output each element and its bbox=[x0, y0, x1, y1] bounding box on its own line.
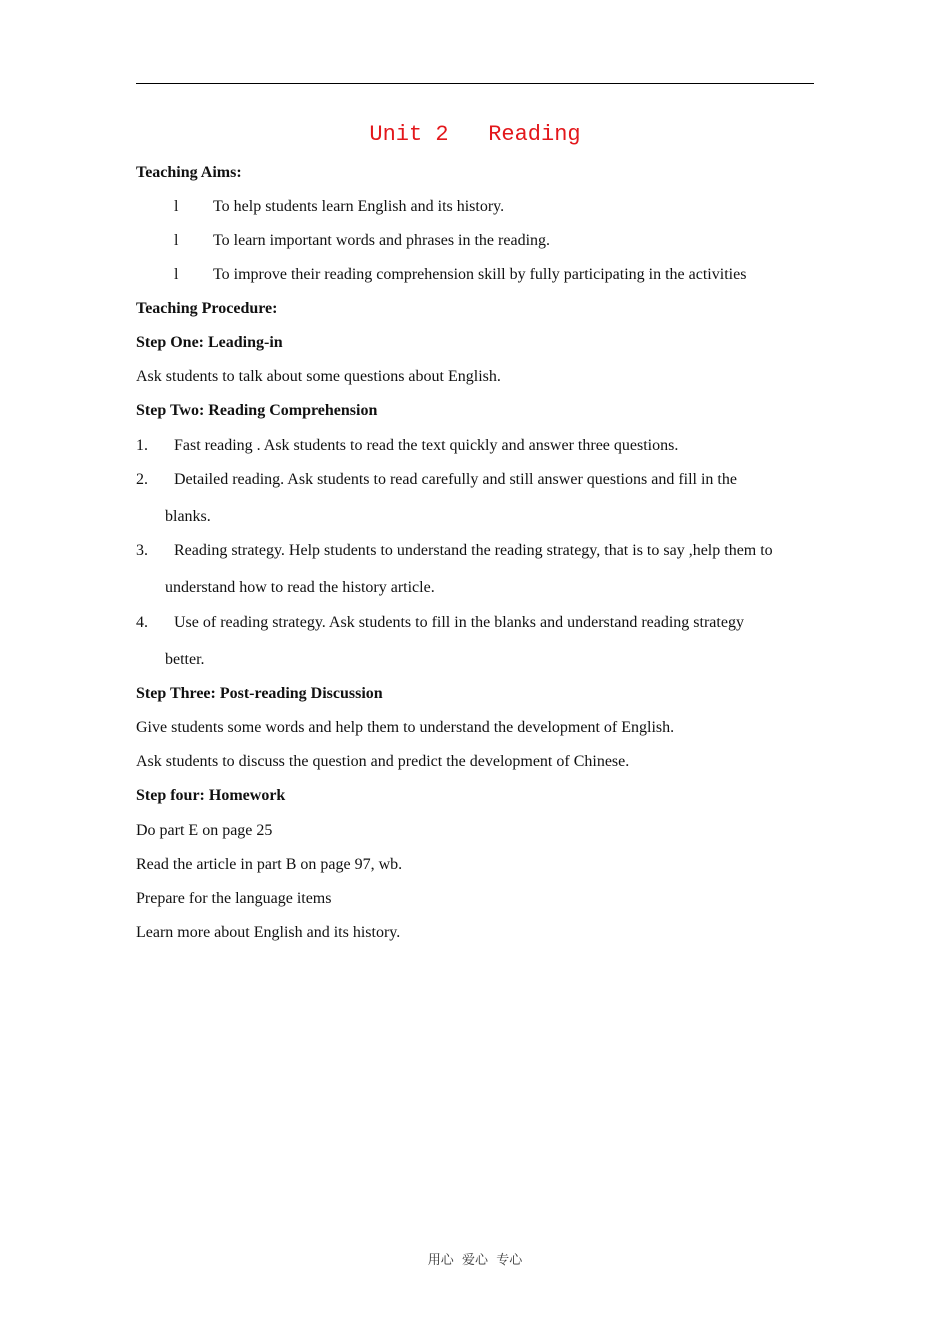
list-item-number: 1. bbox=[136, 437, 148, 454]
list-item-number: 2. bbox=[136, 471, 148, 488]
list-item-number: 3. bbox=[136, 542, 148, 559]
homework-item: Prepare for the language items bbox=[136, 890, 332, 907]
list-item-continuation: better. bbox=[165, 651, 205, 668]
teaching-aims-heading: Teaching Aims: bbox=[136, 164, 242, 181]
list-item-continuation: understand how to read the history article. bbox=[165, 579, 435, 596]
homework-item: Read the article in part B on page 97, wb. bbox=[136, 856, 403, 873]
step-four-heading: Step four: Homework bbox=[136, 787, 286, 804]
page-footer: 用心 爱心 专心 bbox=[427, 1253, 523, 1268]
homework-item: Learn more about English and its history. bbox=[136, 924, 401, 941]
list-item-text: Use of reading strategy. Ask students to fill in the blanks and understand reading strategy bbox=[174, 614, 744, 631]
bullet-marker: l bbox=[174, 232, 179, 249]
step-three-text: Give students some words and help them to understand the development of English. bbox=[136, 719, 675, 736]
list-item-text: Detailed reading. Ask students to read carefully and still answer questions and fill in the bbox=[174, 471, 737, 488]
list-item-text: Fast reading . Ask students to read the text quickly and answer three questions. bbox=[174, 437, 679, 454]
step-two-heading: Step Two: Reading Comprehension bbox=[136, 402, 378, 419]
homework-item: Do part E on page 25 bbox=[136, 822, 273, 839]
aim-item: To improve their reading comprehension skill by fully participating in the activities bbox=[213, 266, 747, 283]
header-rule bbox=[136, 83, 814, 84]
step-one-text: Ask students to talk about some questions about English. bbox=[136, 368, 501, 385]
step-three-heading: Step Three: Post-reading Discussion bbox=[136, 685, 383, 702]
aim-item: To help students learn English and its history. bbox=[213, 198, 505, 215]
step-one-heading: Step One: Leading-in bbox=[136, 334, 283, 351]
list-item-continuation: blanks. bbox=[165, 508, 211, 525]
bullet-marker: l bbox=[174, 198, 179, 215]
bullet-marker: l bbox=[174, 266, 179, 283]
list-item-text: Reading strategy. Help students to understand the reading strategy, that is to say ,help them to bbox=[174, 542, 773, 559]
document-title: Unit 2 Reading bbox=[369, 122, 581, 147]
aim-item: To learn important words and phrases in the reading. bbox=[213, 232, 551, 249]
teaching-procedure-heading: Teaching Procedure: bbox=[136, 300, 278, 317]
list-item-number: 4. bbox=[136, 614, 148, 631]
step-three-text: Ask students to discuss the question and predict the development of Chinese. bbox=[136, 753, 630, 770]
